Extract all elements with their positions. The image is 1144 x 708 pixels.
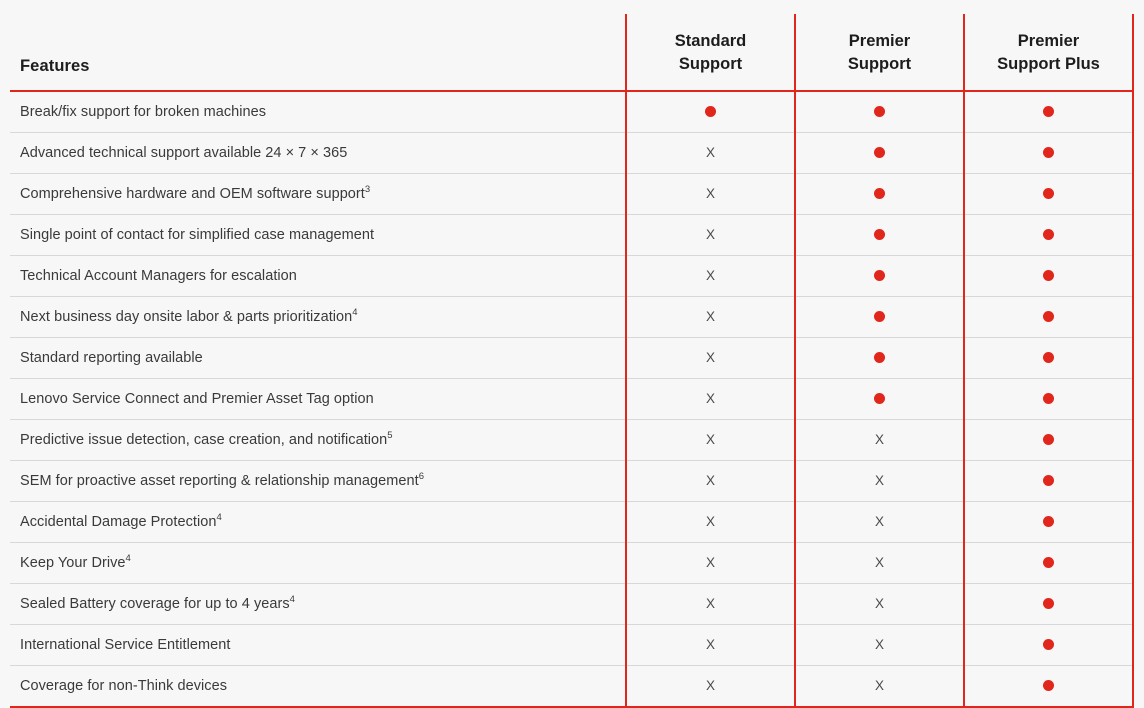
cell-included xyxy=(964,255,1133,296)
table-row xyxy=(10,665,1133,707)
cell-included xyxy=(795,378,964,419)
included-dot-icon xyxy=(1043,270,1054,281)
excluded-x-icon: X xyxy=(705,308,715,324)
excluded-x-icon: X xyxy=(705,390,715,406)
table-row xyxy=(10,419,1133,460)
cell-excluded xyxy=(626,460,795,501)
cell-excluded xyxy=(626,132,795,173)
excluded-x-icon: X xyxy=(705,636,715,652)
cell-excluded xyxy=(795,419,964,460)
cell-excluded xyxy=(795,501,964,542)
feature-label xyxy=(10,173,626,214)
included-dot-icon xyxy=(705,106,716,117)
included-dot-icon xyxy=(1043,680,1054,691)
table-row xyxy=(10,214,1133,255)
plan-header-line-1: Standard xyxy=(674,32,747,50)
excluded-x-icon: X xyxy=(705,513,715,529)
footnote-marker: 4 xyxy=(352,306,358,318)
included-dot-icon xyxy=(1043,106,1054,117)
included-dot-icon xyxy=(874,147,885,158)
cell-included xyxy=(795,91,964,133)
feature-text: Sealed Battery coverage for up to 4 years xyxy=(20,595,290,612)
feature-label xyxy=(10,665,626,707)
feature-label xyxy=(10,214,626,255)
plan-column-header-premier-support xyxy=(795,14,964,91)
cell-included xyxy=(795,173,964,214)
cell-included xyxy=(964,296,1133,337)
excluded-x-icon: X xyxy=(705,267,715,283)
cell-included xyxy=(964,624,1133,665)
feature-label xyxy=(10,419,626,460)
cell-included xyxy=(795,296,964,337)
table-row xyxy=(10,378,1133,419)
included-dot-icon xyxy=(1043,434,1054,445)
table-body xyxy=(10,91,1133,707)
included-dot-icon xyxy=(1043,475,1054,486)
feature-text: Keep Your Drive xyxy=(20,554,126,571)
included-dot-icon xyxy=(874,270,885,281)
included-dot-icon xyxy=(1043,229,1054,240)
feature-text: Advanced technical support available 24 × 7 × 365 xyxy=(20,144,348,161)
feature-label xyxy=(10,378,626,419)
cell-excluded xyxy=(626,173,795,214)
included-dot-icon xyxy=(1043,639,1054,650)
table-row xyxy=(10,255,1133,296)
included-dot-icon xyxy=(1043,557,1054,568)
table-header xyxy=(10,14,1133,91)
excluded-x-icon: X xyxy=(874,595,884,611)
cell-excluded xyxy=(626,501,795,542)
excluded-x-icon: X xyxy=(705,472,715,488)
cell-excluded xyxy=(795,665,964,707)
feature-text: Technical Account Managers for escalation xyxy=(20,267,297,284)
included-dot-icon xyxy=(1043,188,1054,199)
table-row xyxy=(10,132,1133,173)
excluded-x-icon: X xyxy=(874,677,884,693)
feature-text: Next business day onsite labor & parts prioritization xyxy=(20,308,353,325)
cell-included xyxy=(964,460,1133,501)
excluded-x-icon: X xyxy=(705,185,715,201)
table-row xyxy=(10,91,1133,133)
feature-text: Break/fix support for broken machines xyxy=(20,103,267,120)
cell-excluded xyxy=(626,214,795,255)
cell-excluded xyxy=(626,378,795,419)
feature-label xyxy=(10,337,626,378)
excluded-x-icon: X xyxy=(705,431,715,447)
table-row xyxy=(10,501,1133,542)
cell-included xyxy=(964,665,1133,707)
cell-included xyxy=(964,214,1133,255)
cell-excluded xyxy=(626,337,795,378)
excluded-x-icon: X xyxy=(705,349,715,365)
plan-header-line-1: Premier xyxy=(848,32,911,50)
cell-included xyxy=(964,173,1133,214)
footnote-marker: 3 xyxy=(364,183,371,195)
included-dot-icon xyxy=(1043,352,1054,363)
plan-column-header-premier-support-plus xyxy=(964,14,1133,91)
cell-excluded xyxy=(795,542,964,583)
cell-included xyxy=(964,132,1133,173)
cell-included xyxy=(964,91,1133,133)
feature-label xyxy=(10,501,626,542)
footnote-marker: 5 xyxy=(387,429,393,441)
included-dot-icon xyxy=(874,106,885,117)
cell-included xyxy=(964,583,1133,624)
excluded-x-icon: X xyxy=(874,554,884,570)
table-row xyxy=(10,296,1133,337)
included-dot-icon xyxy=(1043,393,1054,404)
plan-column-header-standard-support xyxy=(626,14,795,91)
excluded-x-icon: X xyxy=(705,144,715,160)
plan-header-line-2: Support xyxy=(847,54,912,73)
footnote-marker: 4 xyxy=(216,511,222,523)
feature-label xyxy=(10,583,626,624)
cell-excluded xyxy=(626,419,795,460)
features-column-header: Features xyxy=(10,14,626,91)
footnote-marker: 6 xyxy=(418,470,425,482)
included-dot-icon xyxy=(1043,598,1054,609)
plan-header-line-2: Support Plus xyxy=(997,54,1100,73)
feature-text: Single point of contact for simplified case management xyxy=(20,226,375,243)
cell-included xyxy=(795,337,964,378)
table-row xyxy=(10,460,1133,501)
cell-excluded xyxy=(626,296,795,337)
feature-label xyxy=(10,542,626,583)
cell-included xyxy=(795,255,964,296)
included-dot-icon xyxy=(874,188,885,199)
included-dot-icon xyxy=(874,311,885,322)
cell-excluded xyxy=(626,624,795,665)
excluded-x-icon: X xyxy=(874,431,884,447)
feature-text: Standard reporting available xyxy=(20,349,203,366)
footnote-marker: 4 xyxy=(125,552,131,564)
cell-excluded xyxy=(626,255,795,296)
feature-label xyxy=(10,296,626,337)
cell-included xyxy=(795,132,964,173)
plan-header-line-2: Support xyxy=(678,54,743,73)
table-row xyxy=(10,583,1133,624)
excluded-x-icon: X xyxy=(705,226,715,242)
cell-included xyxy=(795,214,964,255)
feature-text: Accidental Damage Protection xyxy=(20,513,217,530)
feature-label xyxy=(10,624,626,665)
excluded-x-icon: X xyxy=(705,677,715,693)
support-comparison-table xyxy=(10,14,1134,708)
feature-label xyxy=(10,91,626,133)
included-dot-icon xyxy=(1043,311,1054,322)
included-dot-icon xyxy=(1043,516,1054,527)
cell-excluded xyxy=(795,583,964,624)
cell-excluded xyxy=(626,542,795,583)
feature-text: International Service Entitlement xyxy=(20,636,231,653)
feature-label xyxy=(10,132,626,173)
cell-included xyxy=(626,91,795,133)
excluded-x-icon: X xyxy=(874,636,884,652)
feature-text: Comprehensive hardware and OEM software support xyxy=(20,185,365,202)
excluded-x-icon: X xyxy=(705,554,715,570)
feature-label xyxy=(10,460,626,501)
cell-excluded xyxy=(626,583,795,624)
table-row xyxy=(10,624,1133,665)
included-dot-icon xyxy=(874,352,885,363)
feature-label xyxy=(10,255,626,296)
excluded-x-icon: X xyxy=(874,472,884,488)
excluded-x-icon: X xyxy=(874,513,884,529)
cell-excluded xyxy=(626,665,795,707)
feature-text: SEM for proactive asset reporting & relationship management xyxy=(20,472,419,489)
cell-included xyxy=(964,337,1133,378)
excluded-x-icon: X xyxy=(705,595,715,611)
cell-included xyxy=(964,501,1133,542)
feature-text: Coverage for non-Think devices xyxy=(20,677,228,694)
footnote-marker: 4 xyxy=(289,593,295,605)
cell-excluded xyxy=(795,624,964,665)
included-dot-icon xyxy=(874,393,885,404)
cell-excluded xyxy=(795,460,964,501)
included-dot-icon xyxy=(874,229,885,240)
cell-included xyxy=(964,542,1133,583)
plan-header-line-1: Premier xyxy=(1017,32,1080,50)
feature-text: Predictive issue detection, case creation, and notification xyxy=(20,431,388,448)
table-row xyxy=(10,542,1133,583)
feature-text: Lenovo Service Connect and Premier Asset Tag option xyxy=(20,390,374,407)
table-row xyxy=(10,337,1133,378)
table-row xyxy=(10,173,1133,214)
included-dot-icon xyxy=(1043,147,1054,158)
cell-included xyxy=(964,419,1133,460)
cell-included xyxy=(964,378,1133,419)
